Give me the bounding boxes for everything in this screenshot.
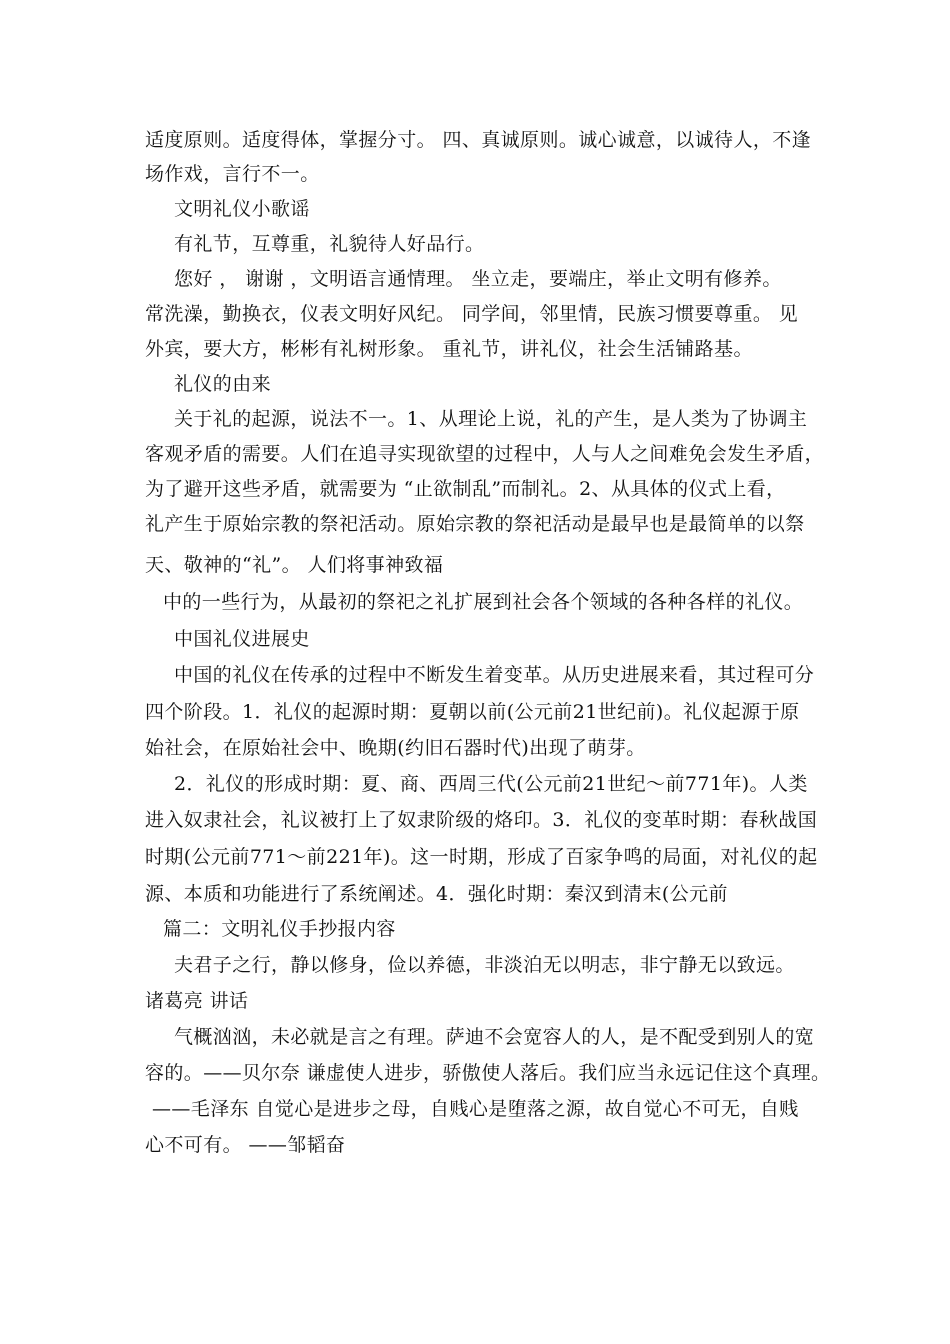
text-line: 始社会，在原始社会中、晚期(约旧石器时代)出现了萌芽。 (145, 737, 646, 759)
text-line: 您好 ， 谢谢 ，文明语言通情理。 坐立走，要端庄，举止文明有修养。 (174, 268, 782, 290)
text-line: 心不可有。 ——邹韬奋 (145, 1134, 346, 1156)
text-line: 天、敬神的“礼”。 人们将事神致福 (145, 554, 444, 576)
text-line: 四个阶段。1．礼仪的起源时期：夏朝以前(公元前21世纪前)。礼仪起源于原 (145, 701, 800, 723)
text-line: 外宾，要大方，彬彬有礼树形象。 重礼节，讲礼仪，社会生活铺路基。 (145, 338, 753, 360)
text-line: 适度原则。适度得体，掌握分寸。 四、真诚原则。诚心诚意，以诚待人，不逢 (145, 129, 812, 151)
text-line: 场作戏，言行不一。 (145, 163, 320, 185)
text-line: 气概汹汹，未必就是言之有理。萨迪不会宽容人的人，是不配受到别人的宽 (174, 1026, 815, 1048)
text-line: 礼产生于原始宗教的祭祀活动。原始宗教的祭祀活动是最早也是最简单的以祭 (145, 513, 805, 535)
text-line: ——毛泽东 自觉心是进步之母，自贱心是堕落之源，故自觉心不可无，自贱 (152, 1098, 799, 1120)
text-line: 关于礼的起源，说法不一。1、从理论上说，礼的产生，是人类为了协调主 (174, 408, 808, 430)
text-line: 2．礼仪的形成时期：夏、商、西周三代(公元前21世纪～前771年)。人类 (174, 773, 808, 795)
text-line: 有礼节，互尊重，礼貌待人好品行。 (174, 233, 485, 255)
text-line: 源、本质和功能进行了系统阐述。4．强化时期：秦汉到清末(公元前 (145, 883, 728, 905)
section-heading: 文明礼仪小歌谣 (174, 198, 310, 220)
section-heading: 篇二：文明礼仪手抄报内容 (163, 918, 396, 940)
text-line: 中的一些行为，从最初的祭祀之礼扩展到社会各个领域的各种各样的礼仪。 (163, 591, 804, 613)
text-line: 时期(公元前771～前221年)。这一时期，形成了百家争鸣的局面，对礼仪的起 (145, 846, 818, 868)
text-line: 中国的礼仪在传承的过程中不断发生着变革。从历史进展来看，其过程可分 (174, 664, 815, 686)
text-line: 进入奴隶社会，礼议被打上了奴隶阶级的烙印。3．礼仪的变革时期：春秋战国 (145, 809, 818, 831)
text-line: 容的。——贝尔奈 谦虚使人进步，骄傲使人落后。我们应当永远记住这个真理。 (145, 1062, 831, 1084)
text-line: 客观矛盾的需要。人们在追寻实现欲望的过程中，人与人之间难免会发生矛盾， (145, 443, 825, 465)
text-line: 为了避开这些矛盾，就需要为 “止欲制乱”而制礼。2、从具体的仪式上看， (145, 478, 786, 500)
text-line: 常洗澡，勤换衣，仪表文明好风纪。 同学间，邻里情，民族习惯要尊重。 见 (145, 303, 799, 325)
text-line: 夫君子之行，静以修身，俭以养德，非淡泊无以明志，非宁静无以致远。 (174, 954, 795, 976)
section-heading: 中国礼仪进展史 (174, 628, 310, 650)
section-heading: 礼仪的由来 (174, 373, 272, 395)
text-line: 诸葛亮 讲话 (145, 990, 249, 1012)
